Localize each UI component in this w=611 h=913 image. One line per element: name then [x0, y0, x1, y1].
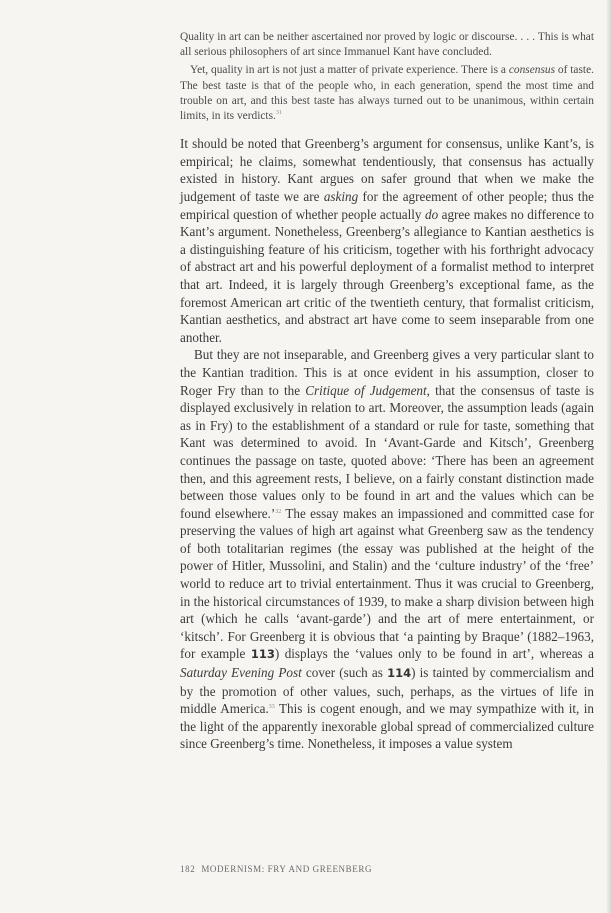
body-text-run: ) is tainted by commercialism and by the promotion of other values, such, perhaps, as the virtues of life in middle America. [180, 665, 594, 717]
body-emphasis: asking [323, 189, 359, 204]
body-text-run: This is cogent enough, and we may sympathize with it, in the light of the apparently inexorable global spread of commercialized culture since Greenberg’s time. Nonetheless, it imposes a value system [180, 701, 594, 752]
page-footer [180, 864, 372, 874]
figure-reference[interactable]: 114 [387, 666, 412, 681]
page-column [180, 30, 594, 753]
figure-reference[interactable]: 113 [250, 647, 275, 662]
quote-paragraph-1 [180, 30, 594, 60]
body-emphasis: do [425, 206, 439, 222]
endnote-marker: 31 [275, 110, 282, 117]
quote-text: Quality in art can be neither ascertained nor proved by logic or discourse. . . . This is what all serious philosophers of art since Immanuel Kant have concluded. [180, 31, 594, 59]
quote-emphasis: consensus [508, 64, 556, 77]
quote-paragraph-2 [180, 63, 594, 124]
body-paragraph-2 [180, 346, 594, 753]
page-edge-shadow [607, 0, 611, 913]
body-text-run: cover (such as [301, 665, 388, 681]
body-text-run: But they are not inseparable, and Greenberg gives a very particular slant to the Kantian tradition. This is at once evident in his assumption, closer to Roger Fry than to the [180, 347, 594, 398]
body-text-run: The essay makes an impassioned and committed case for preserving the values of high art against what Greenberg saw as the tendency of both totalitarian regimes (the essay was published at the height of the power of Hitler, Mussolini, and Stalin) and the ‘culture industry’ of the ‘free’ world to reduce art to trivial entertainment. Thus it was crucial to Greenberg, in the historical circumstances of 1939, to make a sharp division between high art (which he calls ‘avant-garde’) and the art of mere entertainment, or ‘kitsch’. For Greenberg it is obvious that ‘a painting by Braque’ (1882–1963, for example [180, 505, 595, 662]
quote-text: Yet, quality in art is not just a matter of private experience. There is a [190, 64, 509, 77]
body-text-run: ) displays the ‘values only to be found in art’, whereas a [274, 646, 594, 662]
endnote-marker: 32 [275, 508, 282, 515]
magazine-title: Saturday Evening Post [180, 665, 302, 681]
running-head: MODERNISM: FRY AND GREENBERG [201, 864, 373, 874]
block-quote [180, 30, 594, 124]
body-text-run: , that the consensus of taste is displayed exclusively in relation to art. Moreover, the assumption leads (again as in Fry) to the establishment of a standard or rule for taste, something that Kant was determined to avoid. In ‘Avant-Garde and Kitsch’, Greenberg continues the passage on taste, quoted above: ‘There has been an agreement then, and this agreement rests, I believe, on a fairly constant distinction made between those values only to be found in art and the values which can be found elsewhere.’ [180, 382, 594, 521]
book-title: Critique of Judgement [305, 382, 427, 398]
body-text-run: agree makes no difference to Kant’s argument. Nonetheless, Greenberg’s allegiance to Kantian aesthetics is a distinguishing feature of his criticism, together with his forthright advocacy of abstract art and his powerful deployment of a formalist method to interpret that art. Indeed, it is largely through Greenberg’s exceptional fame, as the foremost American art critic of the twentieth century, that formalist criticism, Kantian aesthetics, and abstract art have come to seem inseparable from one another. [180, 206, 594, 345]
endnote-marker: 33 [268, 704, 275, 711]
page-number: 182 [180, 864, 196, 874]
body-text-run: It should be noted that Greenberg’s argument for consensus, unlike Kant’s, is empirical; he claims, somewhat tendentiously, that consensus has actually existed in history. Kant argues on safer ground that when we make the judgement of taste we are [180, 136, 594, 204]
body-text [180, 135, 594, 753]
body-text-run: for the agreement of other people; thus the empirical question of whether people actually [180, 189, 594, 222]
body-paragraph-1 [180, 135, 594, 346]
quote-text: of taste. The best taste is that of the people who, in each generation, spend the most time and trouble on art, and this best taste has always turned out to be unanimous, within certain limits, in its verdicts. [180, 64, 594, 123]
